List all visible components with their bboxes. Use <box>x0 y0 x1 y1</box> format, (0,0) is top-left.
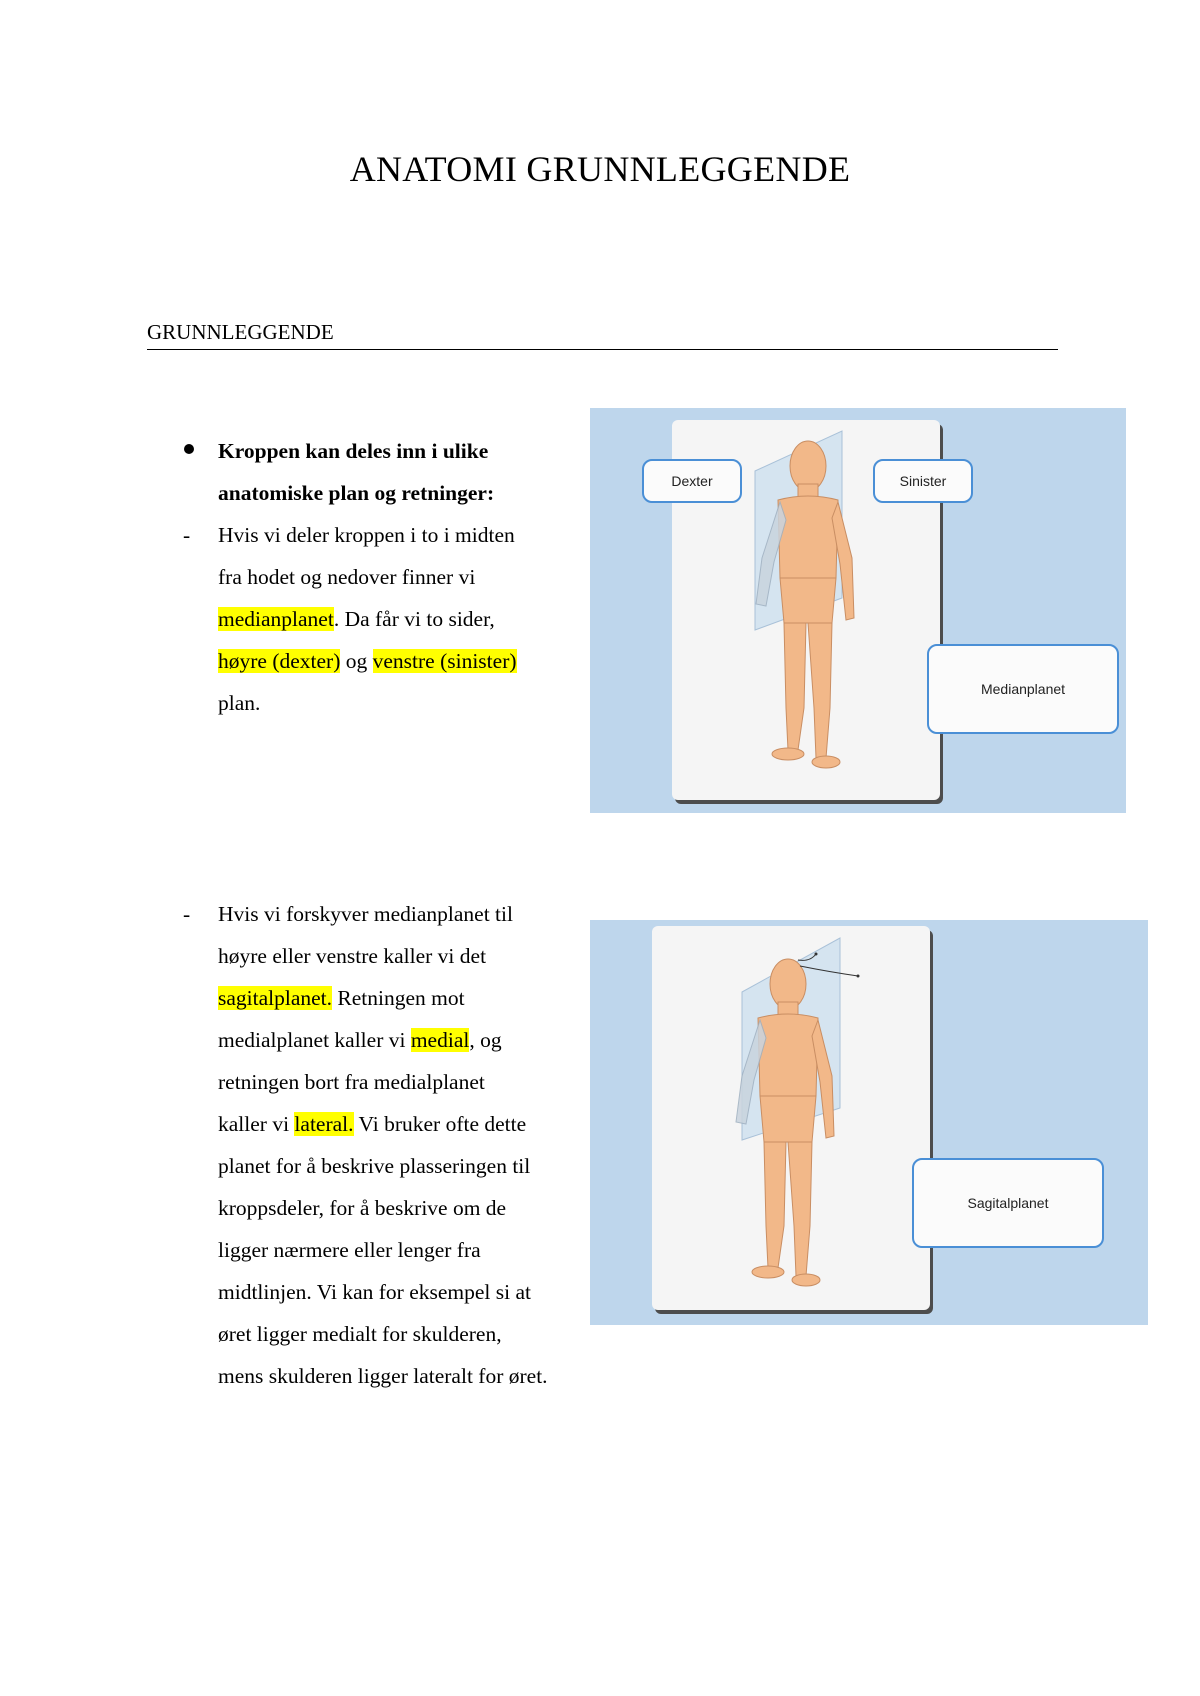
text-line: høyre eller venstre kaller vi det <box>218 944 487 968</box>
text-line: fra hodet og nedover finner vi <box>218 565 476 589</box>
bullet-text-line: anatomiske plan og retninger: <box>218 481 495 505</box>
dash-marker: - <box>183 523 191 547</box>
highlight-lateral: lateral. <box>294 1112 354 1136</box>
text-line: ligger nærmere eller lenger fra <box>218 1238 481 1262</box>
text-line: medialplanet kaller vi medial, og <box>218 1028 502 1052</box>
bullet-text-line: Kroppen kan deles inn i ulike <box>218 439 489 463</box>
sagitalplanet-label: Sagitalplanet <box>912 1158 1104 1248</box>
highlight-sinister: venstre (sinister) <box>372 649 517 673</box>
text-line: medianplanet. Da får vi to sider, <box>218 607 495 631</box>
section-heading: GRUNNLEGGENDE <box>147 320 1058 350</box>
dash-item <box>183 893 603 1397</box>
text-line: plan. <box>218 691 261 715</box>
sinister-label: Sinister <box>873 459 973 503</box>
highlight-medianplanet: medianplanet <box>218 607 334 631</box>
dash-item <box>183 514 593 724</box>
dexter-label: Dexter <box>642 459 742 503</box>
text-line: Hvis vi forskyver medianplanet til <box>218 902 513 926</box>
sagittal-plane-figure <box>590 920 1148 1325</box>
text-line: høyre (dexter) og venstre (sinister) <box>218 649 517 673</box>
highlight-dexter: høyre (dexter) <box>218 649 341 673</box>
median-plane-figure <box>590 408 1126 813</box>
text-line: sagitalplanet. Retningen mot <box>218 986 465 1010</box>
human-body-illustration <box>590 920 1148 1325</box>
medianplanet-label: Medianplanet <box>927 644 1119 734</box>
dash-marker: - <box>183 902 191 926</box>
text-line: retningen bort fra medialplanet <box>218 1070 485 1094</box>
text-line: mens skulderen ligger lateralt for øret. <box>218 1364 548 1388</box>
highlight-sagitalplanet: sagitalplanet. <box>218 986 333 1010</box>
text-line: midtlinjen. Vi kan for eksempel si at <box>218 1280 531 1304</box>
bullet-item <box>183 430 593 514</box>
highlight-medial: medial <box>410 1028 470 1052</box>
text-line: øret ligger medialt for skulderen, <box>218 1322 502 1346</box>
text-line: Hvis vi deler kroppen i to i midten <box>218 523 515 547</box>
text-line: kroppsdeler, for å beskrive om de <box>218 1196 507 1220</box>
text-line: planet for å beskrive plasseringen til <box>218 1154 531 1178</box>
document-title: ANATOMI GRUNNLEGGENDE <box>349 149 851 189</box>
text-line: kaller vi lateral. Vi bruker ofte dette <box>218 1112 527 1136</box>
bullet-icon <box>184 444 194 454</box>
text-block-planes <box>183 430 593 724</box>
text-block-sagittal <box>183 893 603 1397</box>
